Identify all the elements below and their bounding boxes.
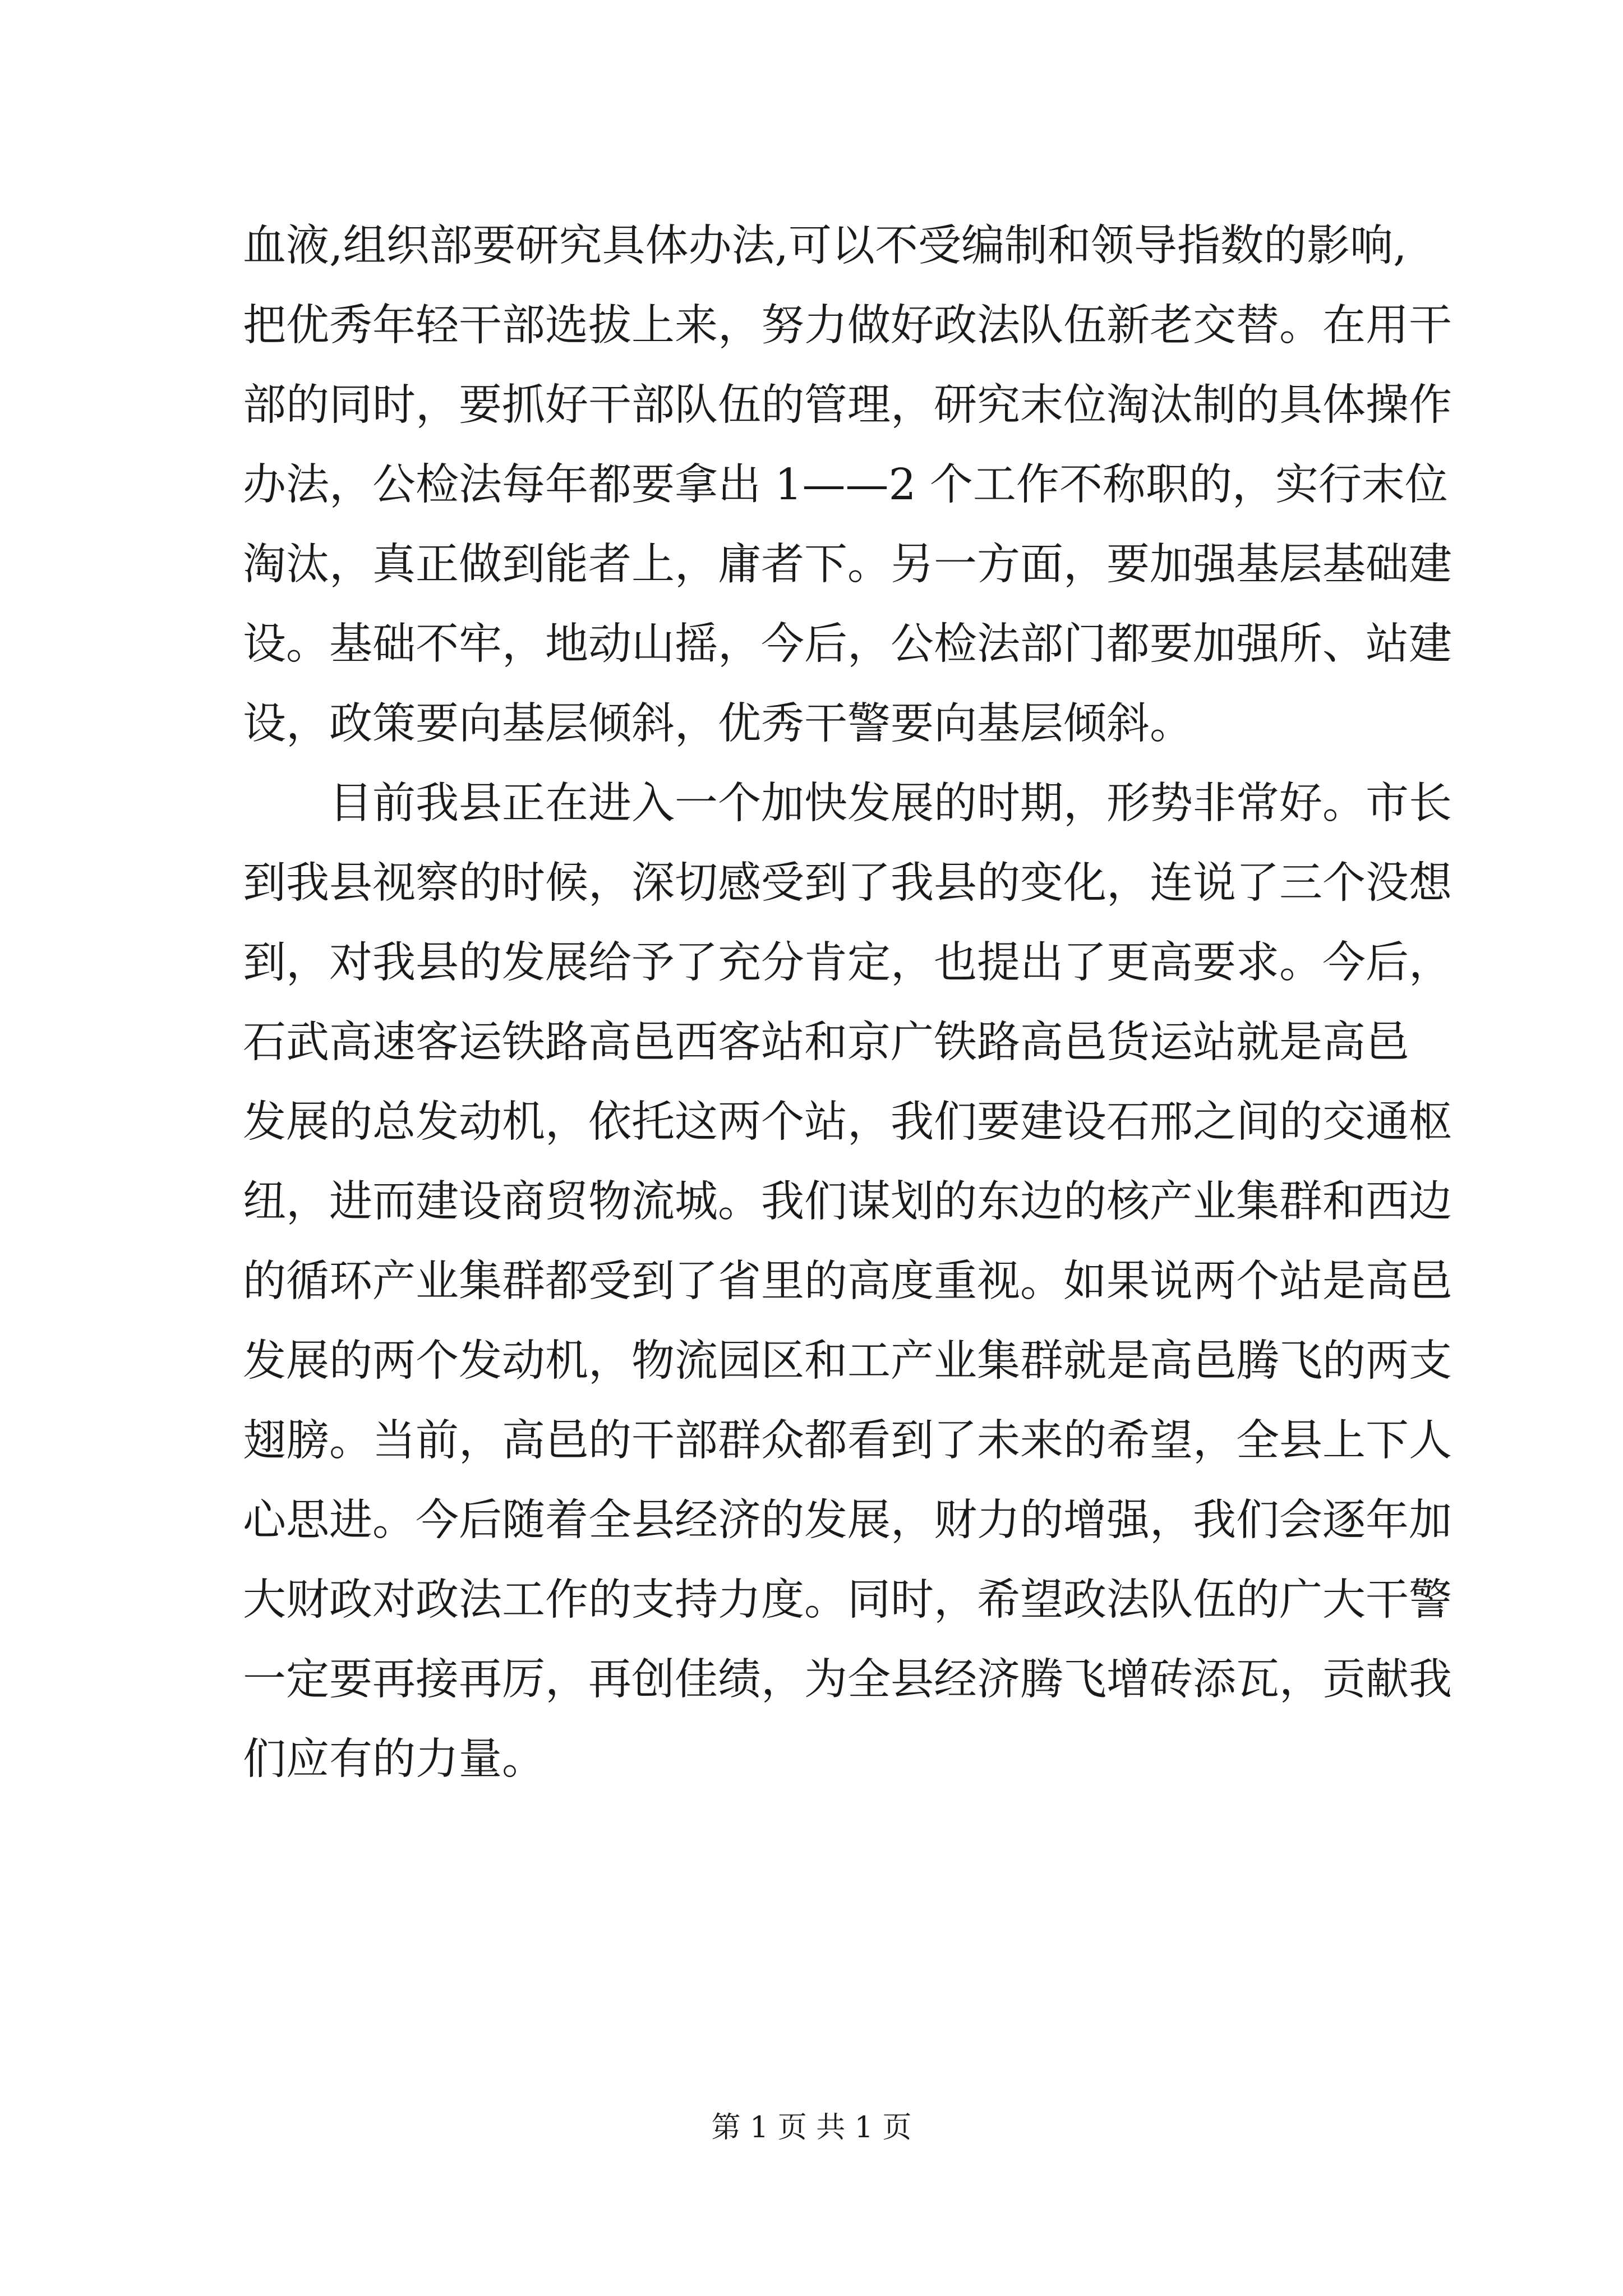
text-line: 发展的两个发动机，物流园区和工产业集群就是高邑腾飞的两支 <box>243 1336 1452 1386</box>
text-line: 们应有的力量。 <box>243 1734 545 1784</box>
text-line: 目前我县正在进入一个加快发展的时期，形势非常好。市长 <box>243 779 1452 829</box>
body-text <box>243 206 1452 1800</box>
text-line: 淘汰，真正做到能者上，庸者下。另一方面，要加强基层基础建 <box>243 540 1452 590</box>
text-line: 把优秀年轻干部选拔上来，努力做好政法队伍新老交替。在用干 <box>243 301 1452 351</box>
text-line: 血液,组织部要研究具体办法,可以不受编制和领导指数的影响, <box>243 221 1407 271</box>
text-line: 翅膀。当前，高邑的干部群众都看到了未来的希望，全县上下人 <box>243 1416 1452 1466</box>
text-line: 一定要再接再厉，再创佳绩，为全县经济腾飞增砖添瓦，贡献我 <box>243 1655 1452 1705</box>
text-line: 大财政对政法工作的支持力度。同时，希望政法队伍的广大干警 <box>243 1575 1452 1625</box>
text-line: 心思进。今后随着全县经济的发展，财力的增强，我们会逐年加 <box>243 1496 1452 1545</box>
page-number-label: 第 1 页 共 1 页 <box>711 2111 912 2145</box>
text-line: 部的同时，要抓好干部队伍的管理，研究末位淘汰制的具体操作 <box>243 380 1452 430</box>
text-line: 到我县视察的时候，深切感受到了我县的变化，连说了三个没想 <box>243 858 1452 908</box>
text-line: 石武高速客运铁路高邑西客站和京广铁路高邑货运站就是高邑 <box>243 1018 1409 1068</box>
text-line: 纽，进而建设商贸物流城。我们谋划的东边的核产业集群和西边 <box>243 1177 1452 1227</box>
text-line: 发展的总发动机，依托这两个站，我们要建设石邢之间的交通枢 <box>243 1097 1452 1147</box>
page-footer <box>0 2108 1623 2147</box>
text-line: 设，政策要向基层倾斜，优秀干警要向基层倾斜。 <box>243 699 1193 749</box>
text-line: 设。基础不牢，地动山摇，今后，公检法部门都要加强所、站建 <box>243 619 1452 669</box>
text-line: 到，对我县的发展给予了充分肯定，也提出了更高要求。今后， <box>243 938 1452 988</box>
text-line: 的循环产业集群都受到了省里的高度重视。如果说两个站是高邑 <box>243 1257 1452 1306</box>
text-line: 办法，公检法每年都要拿出 1——2 个工作不称职的，实行末位 <box>243 460 1448 510</box>
